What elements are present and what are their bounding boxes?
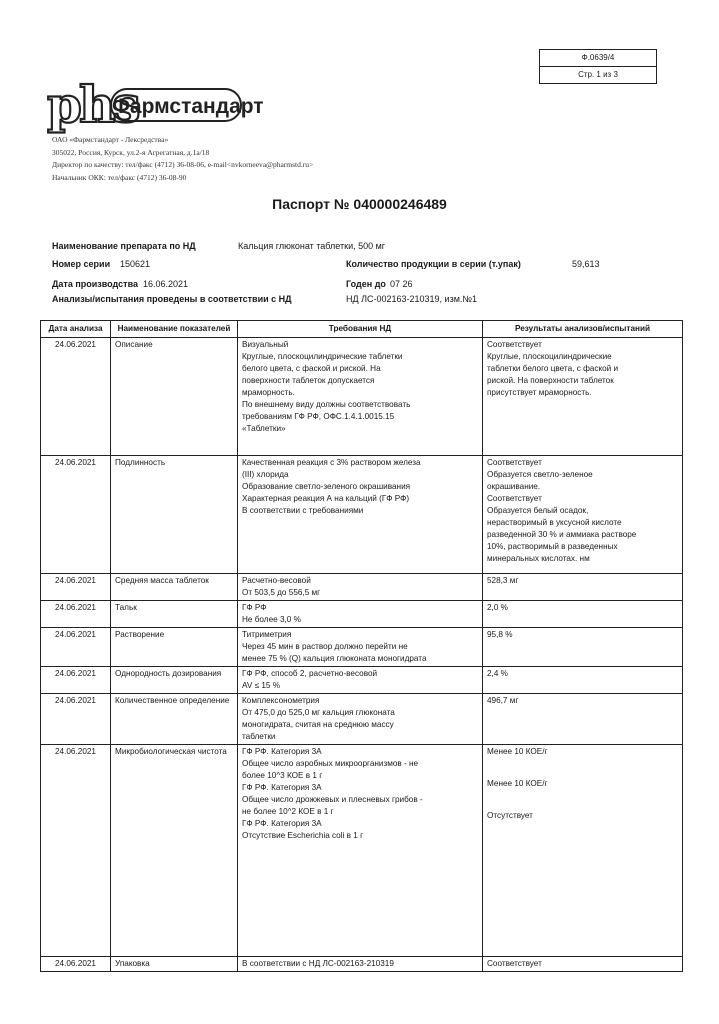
result-line: нерастворимый в уксусной кислоте: [487, 518, 622, 527]
production-date-label: Дата производства: [52, 279, 138, 289]
requirement-line: ГФ РФ. Категория 3А: [242, 819, 322, 828]
analysis-basis-value: НД ЛС-002163-210319, изм.№1: [346, 294, 478, 304]
cell-date: 24.06.2021: [41, 694, 111, 745]
result-line: Образуется светло-зеленое: [487, 470, 593, 479]
analysis-table: [40, 320, 683, 972]
cell-results: [483, 667, 683, 694]
expiry-label: Годен до: [346, 279, 386, 289]
requirement-line: Отсутствие Escherichia coli в 1 г: [242, 831, 364, 840]
table-row: [41, 456, 683, 574]
requirement-line: ГФ РФ, способ 2, расчетно-весовой: [242, 669, 378, 678]
company-address: 305022, Россия, Курск, ул.2-я Агрегатная, д.1а/18: [52, 147, 210, 157]
requirement-line: ГФ РФ. Категория 3А: [242, 783, 322, 792]
result-line: 2,4 %: [487, 669, 508, 678]
cell-indicator: Однородность дозирования: [111, 667, 238, 694]
result-line: минеральных кислотах. нм: [487, 554, 590, 563]
requirement-line: Визуальный: [242, 340, 289, 349]
cell-requirements: [238, 574, 483, 601]
expiry-value: 07 26: [390, 279, 413, 289]
requirement-line: «Таблетки»: [242, 424, 286, 433]
table-row: [41, 957, 683, 972]
table-row: [41, 694, 683, 745]
company-info: [52, 134, 313, 184]
cell-results: [483, 745, 683, 957]
cell-results: [483, 694, 683, 745]
requirement-line: Титриметрия: [242, 630, 292, 639]
drug-name-label: Наименование препарата по НД: [52, 241, 196, 251]
table-row: [41, 601, 683, 628]
requirement-line: Расчетно-весовой: [242, 576, 311, 585]
table-header-row: [41, 321, 683, 338]
analysis-basis-label: Анализы/испытания проведены в соответствии с НД: [52, 294, 292, 304]
result-line: Менее 10 КОЕ/г: [487, 779, 548, 788]
logo-brand: Фармстандарт: [110, 88, 242, 122]
requirement-line: В соответствии с НД ЛС-002163-210319: [242, 959, 394, 968]
result-line: 2,0 %: [487, 603, 508, 612]
result-line: окрашивание.: [487, 482, 541, 491]
requirement-line: Комплексонометрия: [242, 696, 320, 705]
cell-indicator: Описание: [111, 338, 238, 456]
cell-date: 24.06.2021: [41, 456, 111, 574]
requirement-line: Через 45 мин в раствор должно перейти не: [242, 642, 408, 651]
result-line: риской. На поверхности таблеток: [487, 376, 614, 385]
okk-head-contact: Начальник ОКК: тел/факс (4712) 36-08-90: [52, 172, 187, 182]
result-line: [487, 758, 678, 768]
cell-results: [483, 957, 683, 972]
cell-requirements: [238, 957, 483, 972]
company-logo: [47, 75, 264, 134]
header-indicator: Наименование показателей: [111, 321, 238, 338]
cell-results: [483, 574, 683, 601]
company-name: ОАО «Фармстандарт - Лексредства»: [52, 135, 169, 144]
quantity-label: Количество продукции в серии (т.упак): [346, 259, 521, 269]
cell-date: 24.06.2021: [41, 628, 111, 667]
cell-requirements: [238, 456, 483, 574]
result-line: 10%, растворимый в разведенных: [487, 542, 618, 551]
requirement-line: требованиям ГФ РФ, ОФС.1.4.1.0015.15: [242, 412, 395, 421]
quality-director-contact: Директор по качеству: тел/факс (4712) 36-08-06, e-mail<nvkorneeva@pharmstd.ru>: [52, 160, 314, 169]
cell-indicator: Растворение: [111, 628, 238, 667]
result-line: присутствует мраморность.: [487, 388, 592, 397]
result-line: Отсутствует: [487, 811, 533, 820]
cell-results: [483, 601, 683, 628]
requirement-line: ГФ РФ: [242, 603, 267, 612]
cell-results: [483, 628, 683, 667]
requirement-line: более 10^3 КОЕ в 1 г: [242, 771, 323, 780]
cell-results: [483, 338, 683, 456]
result-line: [487, 790, 678, 800]
requirement-line: (III) хлорида: [242, 470, 289, 479]
requirement-line: По внешнему виду должны соответствовать: [242, 400, 411, 409]
result-line: 496,7 мг: [487, 696, 519, 705]
series-label: Номер серии: [52, 259, 111, 269]
requirement-line: Качественная реакция с 3% раствором железа: [242, 458, 421, 467]
requirement-line: ГФ РФ. Категория 3А: [242, 747, 322, 756]
header-date: Дата анализа: [41, 321, 111, 338]
cell-date: 24.06.2021: [41, 667, 111, 694]
cell-indicator: Упаковка: [111, 957, 238, 972]
form-code: Ф.0639/4: [581, 53, 615, 62]
cell-date: 24.06.2021: [41, 745, 111, 957]
result-line: разведенной 30 % и аммиака растворе: [487, 530, 637, 539]
result-line: Менее 10 КОЕ/г: [487, 747, 548, 756]
requirement-line: Круглые, плоскоцилиндрические таблетки: [242, 352, 403, 361]
result-line: таблетки белого цвета, с фаской и: [487, 364, 619, 373]
result-line: Образуется белый осадок,: [487, 506, 589, 515]
logo-mark: phs: [47, 75, 138, 134]
requirement-line: таблетки: [242, 732, 276, 741]
result-line: Соответствует: [487, 458, 542, 467]
result-line: Соответствует: [487, 959, 542, 968]
result-line: 95,8 %: [487, 630, 513, 639]
cell-date: 24.06.2021: [41, 574, 111, 601]
requirement-line: От 503,5 до 556,5 мг: [242, 588, 321, 597]
table-row: [41, 338, 683, 456]
cell-requirements: [238, 338, 483, 456]
requirement-line: От 475,0 до 525,0 мг кальция глюконата: [242, 708, 395, 717]
table-row: [41, 574, 683, 601]
requirement-line: AV ≤ 15 %: [242, 681, 281, 690]
cell-requirements: [238, 694, 483, 745]
result-line: 528,3 мг: [487, 576, 519, 585]
production-date-value: 16.06.2021: [143, 279, 189, 289]
requirement-line: не более 10^2 КОЕ в 1 г: [242, 807, 334, 816]
requirement-line: Образование светло-зеленого окрашивания: [242, 482, 411, 491]
result-line: Соответствует: [487, 340, 542, 349]
cell-date: 24.06.2021: [41, 601, 111, 628]
table-row: [41, 628, 683, 667]
requirement-line: моногидрата, считая на среднюю массу: [242, 720, 394, 729]
series-value: 150621: [120, 259, 151, 269]
result-line: [487, 800, 678, 810]
requirement-line: Не более 3,0 %: [242, 615, 301, 624]
cell-requirements: [238, 601, 483, 628]
table-row: [41, 667, 683, 694]
requirement-line: менее 75 % (Q) кальция глюконата моногидрата: [242, 654, 427, 663]
header-requirements: Требования НД: [238, 321, 483, 338]
result-line: [487, 768, 678, 778]
requirement-line: Общее число аэробных микроорганизмов - не: [242, 759, 419, 768]
requirement-line: В соответствии с требованиями: [242, 506, 364, 515]
requirement-line: Общее число дрожжевых и плесневых грибов -: [242, 795, 423, 804]
cell-date: 24.06.2021: [41, 338, 111, 456]
requirement-line: белого цвета, с фаской и риской. На: [242, 364, 381, 373]
table-row: [41, 745, 683, 957]
cell-requirements: [238, 628, 483, 667]
cell-requirements: [238, 667, 483, 694]
cell-indicator: Микробиологическая чистота: [111, 745, 238, 957]
cell-indicator: Подлинность: [111, 456, 238, 574]
cell-indicator: Средняя масса таблеток: [111, 574, 238, 601]
result-line: Соответствует: [487, 494, 542, 503]
form-code-box: [539, 49, 657, 84]
requirement-line: поверхности таблеток допускается: [242, 376, 375, 385]
result-line: Круглые, плоскоцилиндрические: [487, 352, 612, 361]
cell-requirements: [238, 745, 483, 957]
passport-title: Паспорт № 040000246489: [272, 196, 447, 212]
page-number: Стр. 1 из 3: [540, 66, 656, 83]
cell-date: 24.06.2021: [41, 957, 111, 972]
quantity-value: 59,613: [572, 259, 600, 269]
cell-indicator: Тальк: [111, 601, 238, 628]
cell-indicator: Количественное определение: [111, 694, 238, 745]
requirement-line: Характерная реакция А на кальций (ГФ РФ): [242, 494, 410, 503]
drug-name-value: Кальция глюконат таблетки, 500 мг: [238, 241, 386, 251]
header-results: Результаты анализов/испытаний: [483, 321, 683, 338]
requirement-line: мраморность.: [242, 388, 295, 397]
cell-results: [483, 456, 683, 574]
